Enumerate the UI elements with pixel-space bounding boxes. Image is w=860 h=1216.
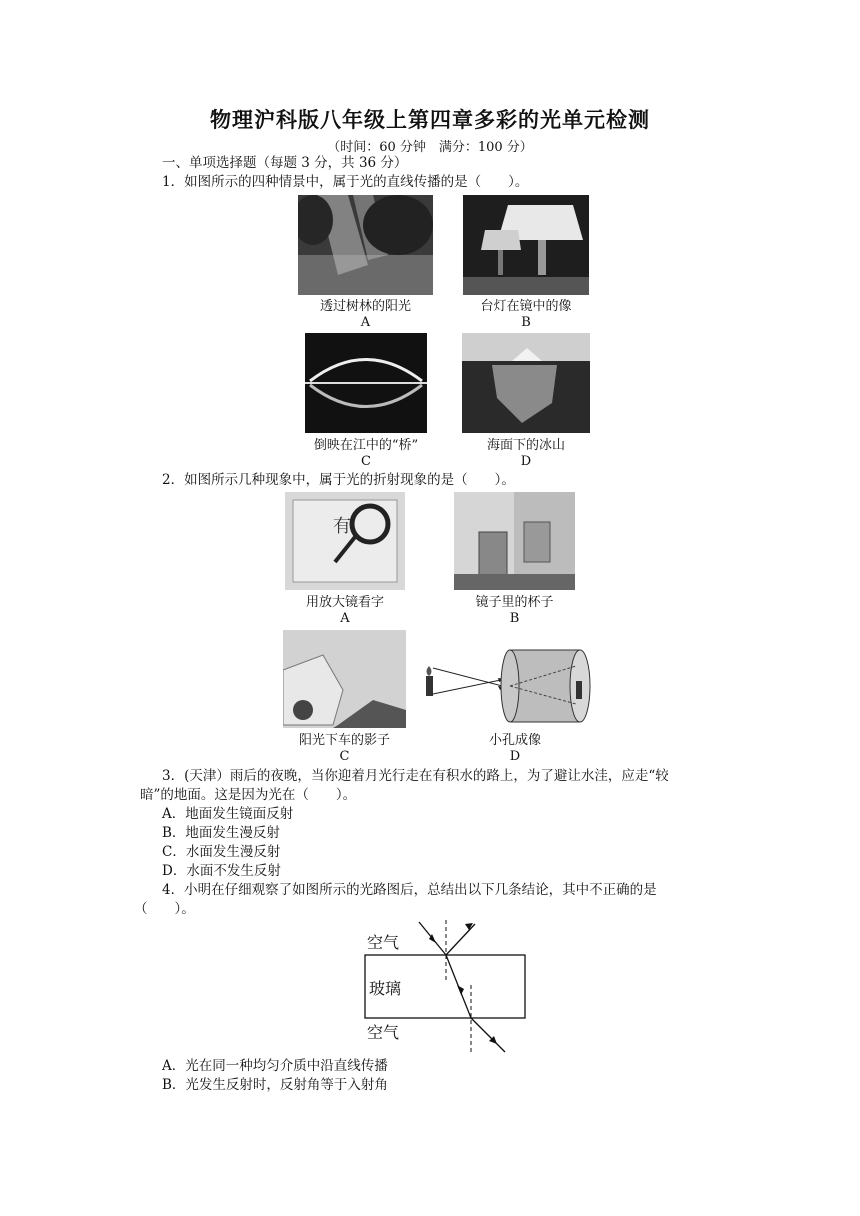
figure-letter: A [360,315,371,330]
question-3-option: C．水面发生漫反射 [162,844,281,860]
question-4-stem-line2: （ ）。 [134,901,195,917]
iceberg-photo [462,333,590,433]
light-path-diagram [355,920,535,1055]
question-4-stem-line1: 4．小明在仔细观察了如图所示的光路图后，总结出以下几条结论，其中不正确的是 [162,882,657,898]
question-4-option: B．光发生反射时，反射角等于入射角 [162,1077,388,1093]
bridge-reflection-photo [305,333,427,433]
question-3-stem-line1: 3．(天津）雨后的夜晚，当你迎着月光行走在有积水的路上，为了避让水洼，应走“较 [162,768,669,784]
air-top-label: 空气 [367,933,400,952]
figure-caption: 透过树林的阳光 [319,299,411,314]
question-3-option: B．地面发生漫反射 [162,825,280,841]
figure-letter: B [521,315,531,330]
magnifier-photo [285,492,405,590]
figure-caption: 倒映在江中的“桥” [313,438,419,453]
figure-caption: 海面下的冰山 [486,438,565,453]
question-3-option: D．水面不发生反射 [162,863,281,879]
question-1-stem: 1．如图所示的四种情景中，属于光的直线传播的是（ ）。 [162,174,529,190]
figure-caption: 台灯在镜中的像 [480,299,572,314]
exam-info: （时间：60 分钟 满分：100 分） [327,140,533,155]
figure-letter: D [520,454,532,469]
question-3-stem-line2: 暗”的地面。这是因为光在（ ）。 [140,787,357,803]
question-4-option: A．光在同一种均匀介质中沿直线传播 [162,1058,388,1074]
figure-letter: B [509,611,520,626]
page-title: 物理沪科版八年级上第四章多彩的光单元检测 [210,107,650,132]
air-bottom-label: 空气 [367,1023,400,1042]
glass-label: 玻璃 [369,979,402,998]
question-3-option: A．地面发生镜面反射 [162,806,294,822]
pinhole-camera-diagram [418,636,606,728]
figure-caption: 小孔成像 [488,733,541,748]
svg-text:有: 有 [333,516,351,537]
section-heading: 一、单项选择题（每题 3 分，共 36 分） [162,155,408,171]
lamp-mirror-photo [463,195,589,295]
figure-caption: 镜子里的杯子 [475,595,554,610]
figure-letter: C [339,749,350,764]
mirror-cup-photo [454,492,575,590]
forest-sunlight-photo [298,195,433,295]
car-shadow-photo [283,630,406,728]
figure-caption: 用放大镜看字 [305,595,384,610]
figure-letter: A [340,611,350,626]
figure-letter: C [361,454,371,469]
figure-letter: D [509,749,521,764]
question-2-stem: 2．如图所示几种现象中，属于光的折射现象的是（ ）。 [162,472,515,488]
figure-caption: 阳光下车的影子 [298,733,390,748]
